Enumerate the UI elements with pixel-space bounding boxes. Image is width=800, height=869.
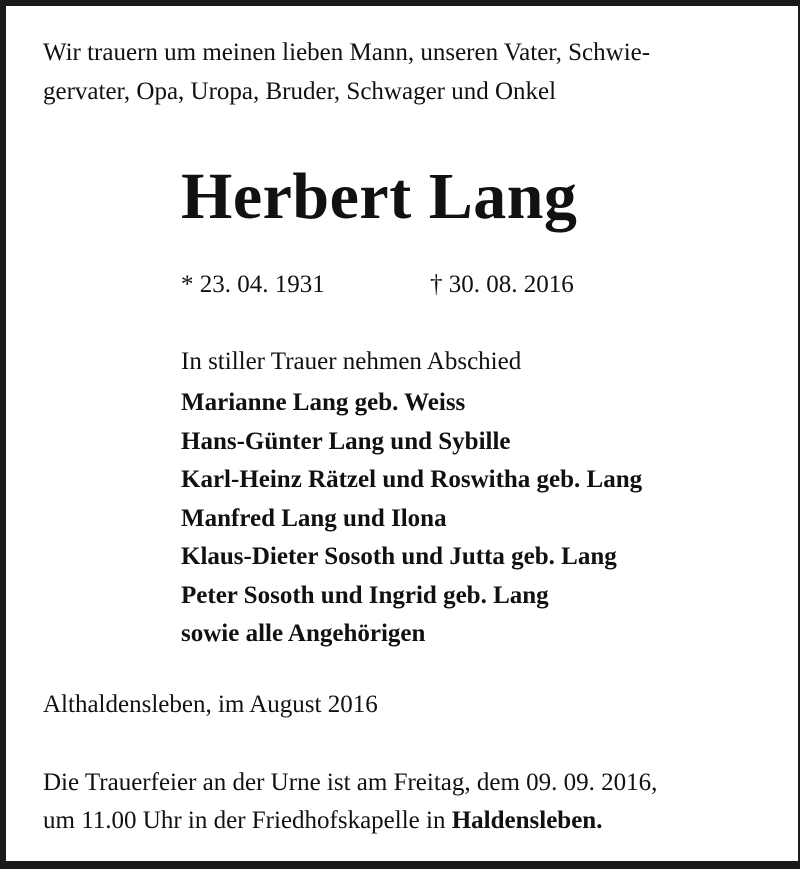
intro-line-1: Wir trauern um meinen lieben Mann, unseren Vater, Schwie- bbox=[43, 39, 651, 66]
ceremony-location: Haldensleben. bbox=[451, 807, 603, 834]
mourner-item: Peter Sosoth und Ingrid geb. Lang bbox=[181, 581, 549, 609]
mourning-lead: In stiller Trauer nehmen Abschied bbox=[181, 348, 522, 375]
deceased-name: Herbert Lang bbox=[181, 160, 578, 233]
ceremony-line-2 bbox=[43, 803, 602, 839]
birth-date: * 23. 04. 1931 bbox=[181, 271, 325, 298]
mourner-item: Karl-Heinz Rätzel und Roswitha geb. Lang bbox=[181, 466, 643, 493]
place-date: Althaldensleben, im August 2016 bbox=[43, 691, 378, 718]
mourner-item: Manfred Lang und Ilona bbox=[181, 504, 447, 532]
mourner-item: Hans-Günter Lang und Sybille bbox=[181, 427, 511, 455]
mourner-item: Marianne Lang geb. Weiss bbox=[181, 389, 466, 416]
mourner-item: Klaus-Dieter Sosoth und Jutta geb. Lang bbox=[181, 543, 617, 570]
intro-line-2: gervater, Opa, Uropa, Bruder, Schwager und Onkel bbox=[43, 78, 557, 105]
mourners-list bbox=[181, 384, 642, 654]
ceremony-time-text: um 11.00 Uhr in der Friedhofskapelle in bbox=[43, 807, 452, 834]
mourner-item: sowie alle Angehörigen bbox=[181, 620, 426, 647]
death-date: † 30. 08. 2016 bbox=[430, 271, 574, 298]
ceremony-line-1: Die Trauerfeier an der Urne ist am Freitag, dem 09. 09. 2016, bbox=[43, 769, 658, 796]
